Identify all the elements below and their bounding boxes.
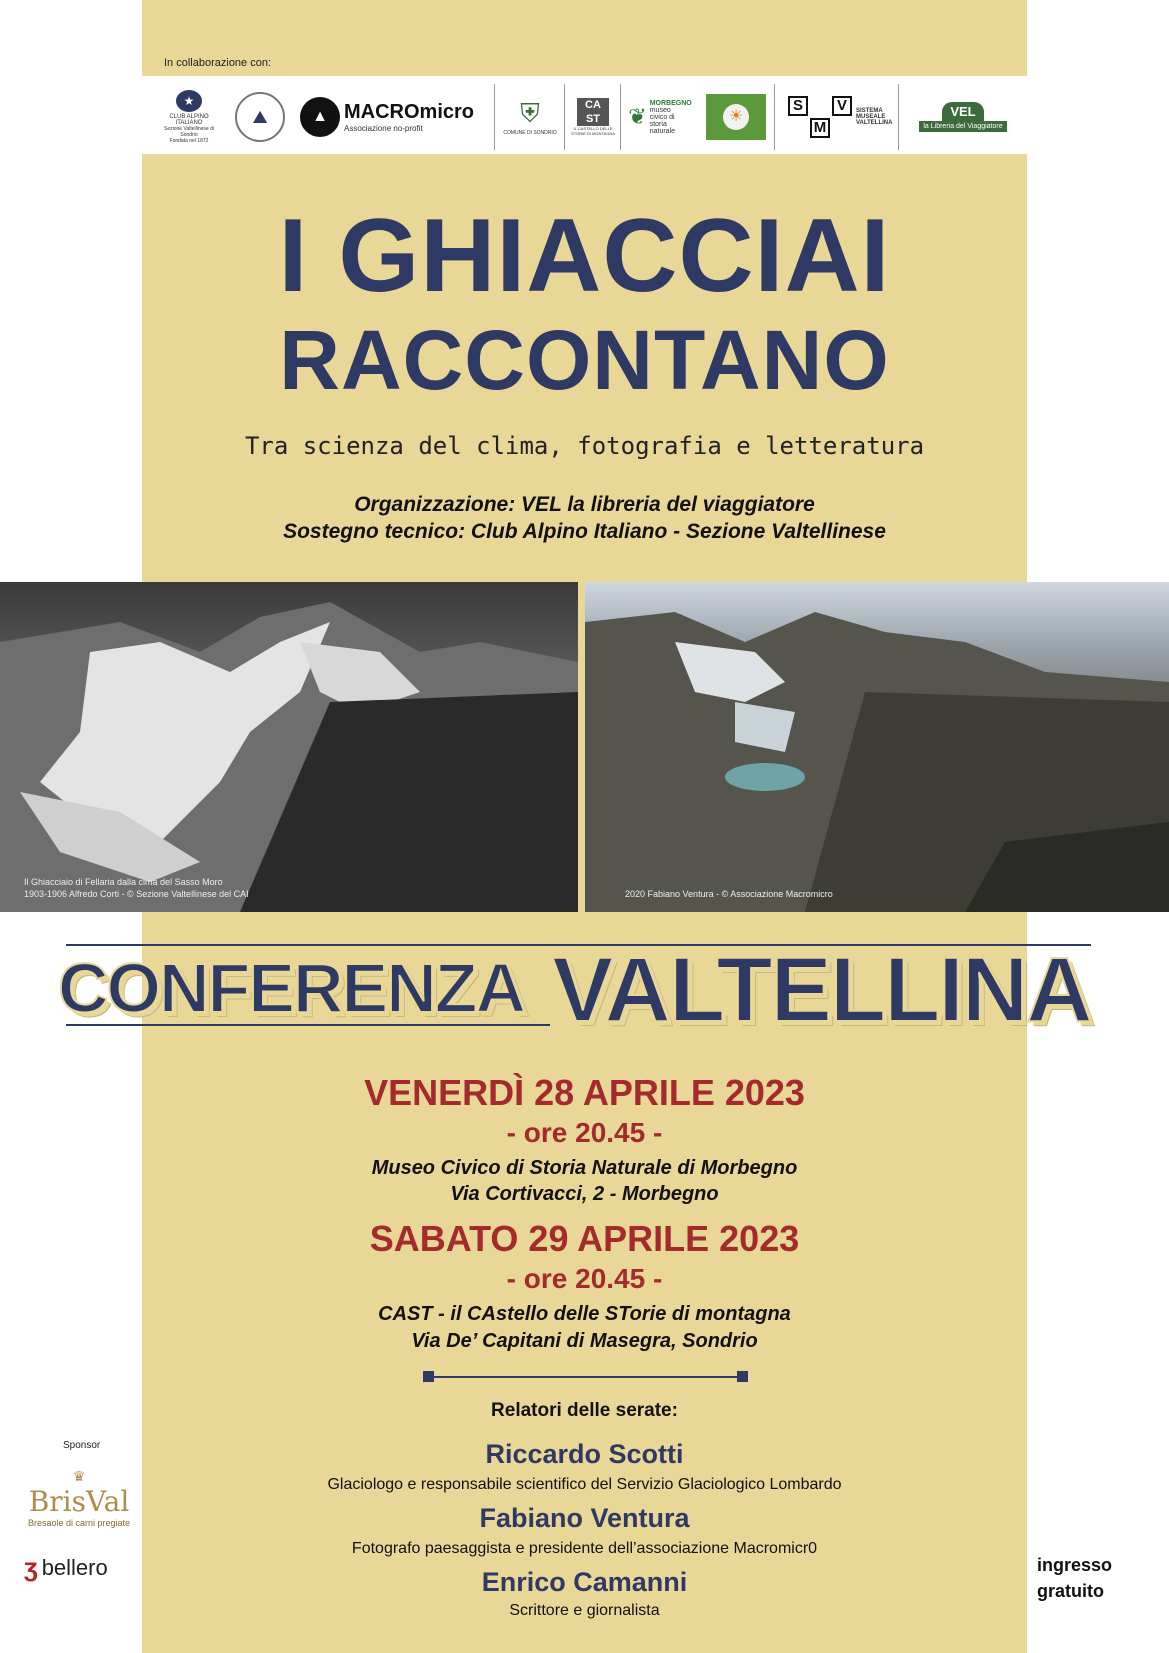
speaker-2-role: Fotografo paesaggista e presidente dell’associazione Macromicr0 [351,1540,818,1557]
brisval-name: BrisVal [28,1485,130,1518]
sondrio-logo [500,86,560,148]
macromicro-sub: Associazione no-profit [344,124,423,133]
vel-logo-sub: la Libreria del Viaggiatore [919,121,1006,132]
logo-separator [494,84,495,150]
free-entry-note [1037,1552,1112,1604]
brisval-logo [24,1468,134,1528]
event-2-venue-1: CAST - il CAstello delle STorie di montagna [378,1303,791,1325]
bellero-mark-icon: ʒ [24,1552,38,1582]
collaboration-label: In collaborazione con: [164,57,272,69]
cast-logo-sub: IL CASTELLO DELLE STORIE DI MONTAGNA [571,126,615,136]
sun-icon: ☀ [723,104,749,130]
divider-end-left [423,1371,434,1382]
cast-logo-bottom: ST [585,113,601,125]
event-2-date: SABATO 29 APRILE 2023 [369,1218,800,1259]
section-divider [428,1376,744,1378]
support-text: Sostegno tecnico: Club Alpino Italiano - Sezione Valtellinese [283,520,886,543]
event-1-time: - ore 20.45 - [506,1117,663,1148]
shield-icon: ⛨ [520,98,540,128]
smv-logo: S V M SISTEMA MUSEALE VALTELLINA [780,86,896,148]
glacier-photo-historic [0,582,578,912]
vel-logo [918,86,1008,148]
event-2-time: - ore 20.45 - [506,1263,663,1294]
subtitle: Tra scienza del clima, fotografia e letteratura [244,432,925,460]
free-entry-line-2: gratuito [1037,1581,1104,1601]
divider-end-right [737,1371,748,1382]
logo-separator [620,84,621,150]
crown-icon: ♛ [72,1468,86,1484]
speaker-1-role: Glaciologo e responsabile scientifico del Servizio Glaciologico Lombardo [327,1476,842,1493]
mountain-illustration-right [585,582,1169,912]
star-icon: ★ [176,90,202,112]
title-line-1: I GHIACCIAI [278,198,891,314]
photo-left-caption-2: 1903-1906 Alfredo Corti - © Sezione Valtellinese del CAI [24,889,249,899]
free-entry-line-1: ingresso [1037,1555,1113,1575]
mountain-icon: ▲ [300,97,340,137]
morbegno-logo [626,86,694,148]
logo-separator [774,84,775,150]
logo-separator [564,84,565,150]
cast-logo [570,86,616,148]
conference-word-1: CONFERENZA [58,949,525,1027]
leaf-icon: ❦ [628,104,647,129]
seal-logo [230,86,290,148]
cai-logo [158,86,220,148]
macromicro-text: MACROmicro [344,101,475,123]
cast-logo-top: CA [585,99,601,111]
speaker-3-role: Scrittore e giornalista [509,1602,660,1619]
comunita-montana-logo [704,86,768,148]
speaker-1-name: Riccardo Scotti [485,1439,684,1469]
event-2-venue-2: Via De’ Capitani di Masegra, Sondrio [411,1330,758,1352]
speaker-2-name: Fabiano Ventura [479,1503,690,1533]
cai-logo-sub2: Fondata nel 1872 [169,138,209,144]
event-1-date: VENERDÌ 28 APRILE 2023 [364,1072,805,1113]
photo-right-caption: 2020 Fabiano Ventura - © Associazione Macromicro [625,889,833,899]
cai-logo-sub1: Sezione Valtellinese di Sondrio [164,126,214,138]
title-line-2: RACCONTANO [279,313,890,407]
mountain-illustration-left [0,582,578,912]
brisval-sub: Bresaole di carni pregiate [27,1518,131,1528]
logo-separator [898,84,899,150]
event-1-venue-2: Via Cortivacci, 2 - Morbegno [450,1183,719,1205]
morbegno-text: MORBEGNO [649,99,692,107]
event-1-venue-1: Museo Civico di Storia Naturale di Morbegno [371,1157,798,1179]
seal-icon: ⛰ [235,92,285,142]
bellero-logo [24,1552,108,1583]
smv-logo-sub: SISTEMA MUSEALE VALTELLINA [856,108,893,126]
bellero-name: bellero [41,1554,108,1580]
macromicro-logo [300,86,490,148]
glacier-photo-modern [585,582,1169,912]
sponsor-label: Sponsor [63,1440,101,1451]
cai-logo-text: CLUB ALPINO ITALIANO [169,114,209,126]
conference-word-2: VALTELLINA [552,939,1091,1041]
vel-logo-text: VEL [942,102,983,121]
morbegno-sub: museo civico di storia naturale [649,106,676,135]
photo-left-caption-1: Il Ghiacciaio di Fellaria dalla cima del Sasso Moro [24,877,223,887]
speakers-heading: Relatori delle serate: [491,1400,678,1421]
sondrio-text: COMUNE DI SONDRIO [503,130,557,136]
speaker-3-name: Enrico Camanni [481,1567,688,1597]
organization-text: Organizzazione: VEL la libreria del viaggiatore [354,493,815,516]
